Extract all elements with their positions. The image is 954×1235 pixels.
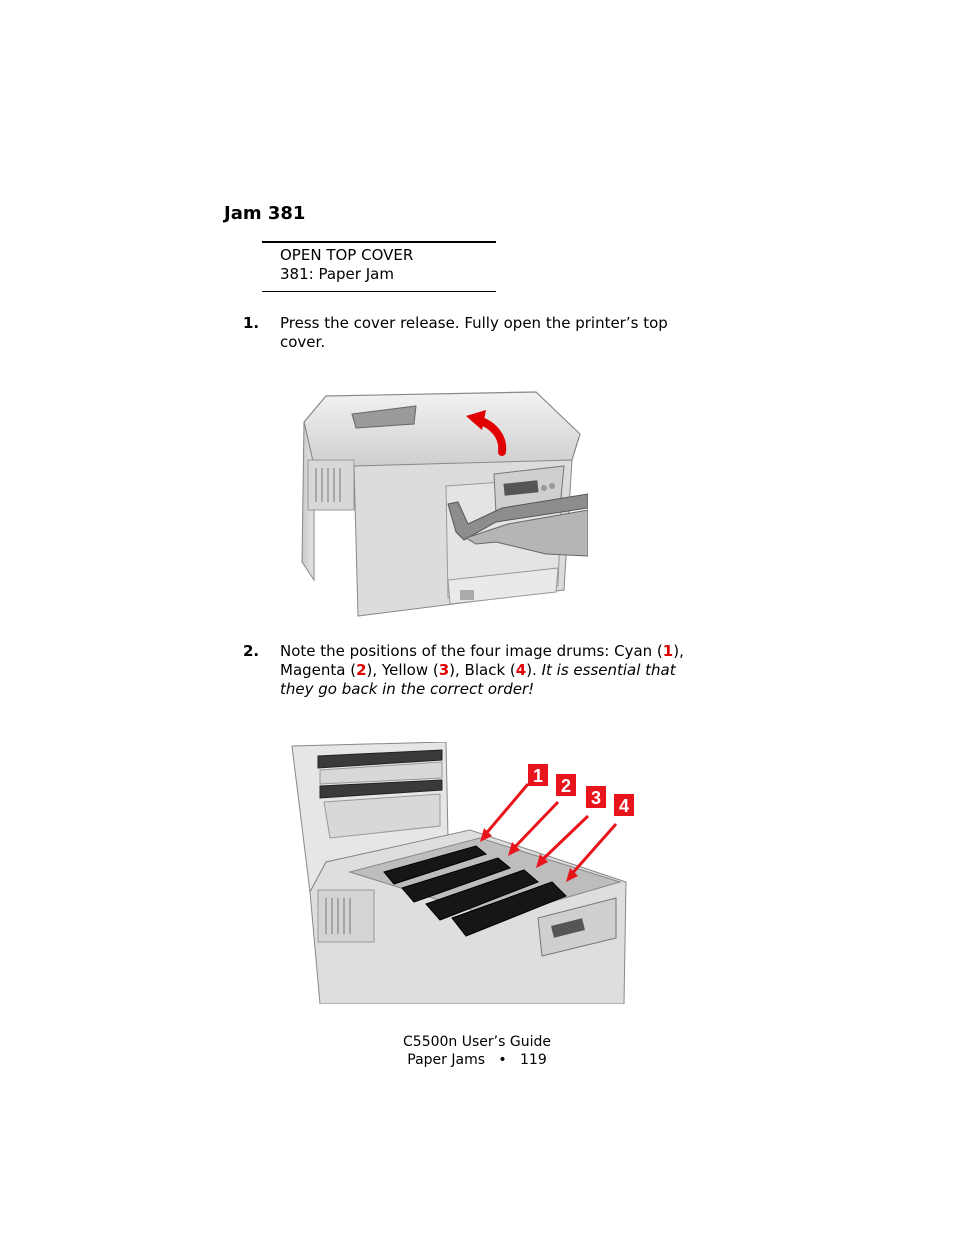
svg-text:1: 1	[532, 766, 544, 786]
drum-number-magenta: 2	[356, 661, 367, 679]
step-2-warning: It is essential that	[541, 661, 676, 679]
step-1-line-2: cover.	[280, 333, 326, 351]
callout-4	[614, 794, 634, 816]
panel-line-2: 381: Paper Jam	[280, 265, 394, 283]
step-1-number: 1.	[243, 314, 260, 332]
footer-guide-title: C5500n User’s Guide	[403, 1034, 551, 1050]
callout-2	[556, 774, 576, 796]
panel-line-1: OPEN TOP COVER	[280, 246, 414, 264]
step-2-line-1	[280, 642, 710, 661]
step-2-text-segment: Note the positions of the four image drums: Cyan (	[280, 642, 663, 660]
step-2-text-segment: ), Black (	[449, 661, 516, 679]
step-1-text	[280, 314, 710, 352]
footer-section: Paper Jams	[407, 1052, 486, 1068]
step-2-text	[280, 642, 710, 699]
step-1-line-1: Press the cover release. Fully open the printer’s top	[280, 314, 668, 332]
drum-number-black: 4	[515, 661, 527, 679]
svg-text:3: 3	[590, 788, 602, 808]
step-2-warning-cont: they go back in the correct order!	[280, 680, 535, 698]
step-2-text-segment: Magenta (	[280, 661, 357, 679]
step-2-text-segment: ), Yellow (	[366, 661, 439, 679]
page-heading: Jam 381	[224, 203, 306, 224]
step-2-line-3	[280, 680, 710, 699]
footer-bullet: •	[498, 1052, 507, 1068]
drum-number-yellow: 3	[438, 661, 450, 679]
page-number: 119	[520, 1052, 547, 1068]
drum-number-cyan: 1	[662, 642, 674, 660]
step-2-text-segment: ),	[673, 642, 684, 660]
printer-cover-release-illustration	[296, 390, 588, 618]
callout-3	[586, 786, 606, 808]
footer-section-page	[0, 1051, 954, 1069]
svg-text:2: 2	[560, 776, 572, 796]
step-2-number: 2.	[243, 642, 260, 660]
operator-panel-message	[262, 241, 496, 292]
image-drums-illustration	[290, 742, 636, 1004]
step-2-line-2	[280, 661, 710, 680]
step-2-text-segment: ).	[526, 661, 542, 679]
callout-1	[528, 764, 548, 786]
svg-text:4: 4	[618, 796, 630, 816]
